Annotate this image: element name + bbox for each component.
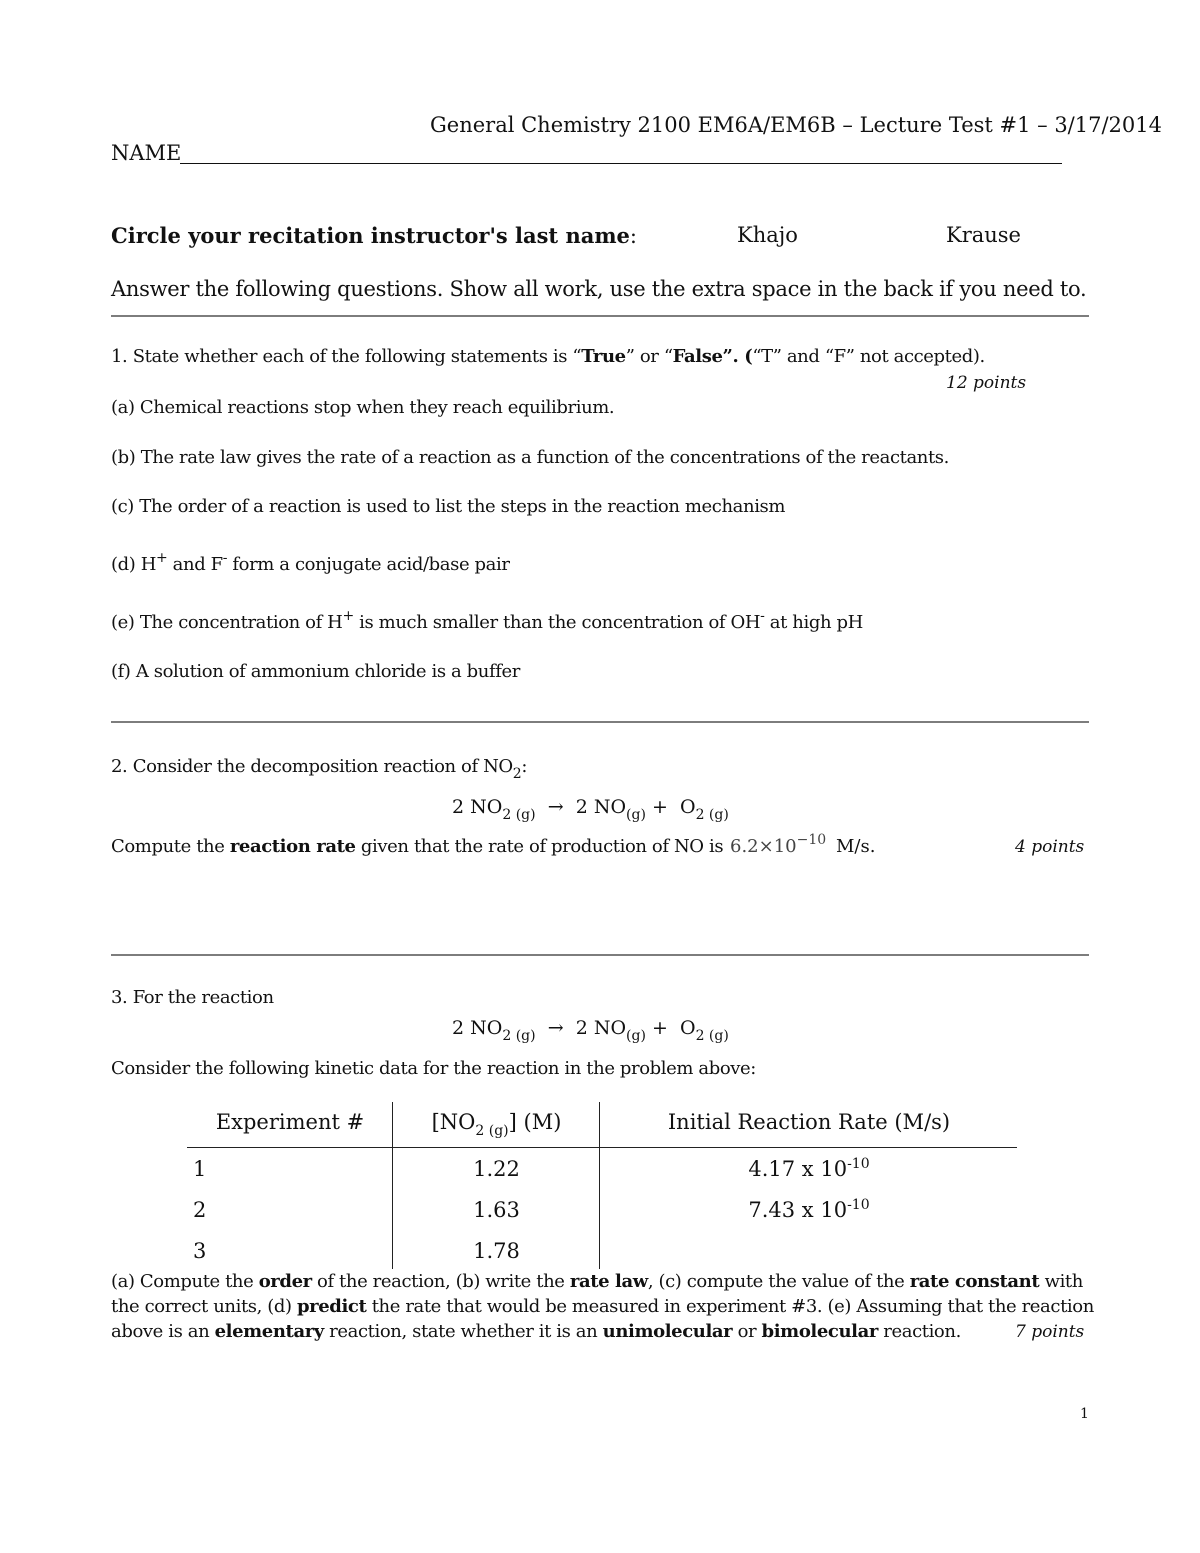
q3-reaction-equation: 2 $NO_{2 (g)} \to 2$ $NO_{(g)} + O_{2 (g)}$ (452, 1017, 729, 1044)
q1-stem: 1. State whether each of the following statements is “True” or “False”. (“T” and “F” not accepted). (111, 346, 985, 367)
section-divider (111, 954, 1089, 956)
table-cell-exp: 3 (193, 1239, 207, 1263)
table-cell-exp: 2 (193, 1198, 207, 1222)
table-cell-conc: 1.63 (473, 1198, 520, 1222)
q1-item-a: (a) Chemical reactions stop when they reach equilibrium. (111, 397, 615, 418)
q3-tasks-line-3: above is an elementary reaction, state whether it is an unimolecular or bimolecular reaction. (111, 1321, 961, 1342)
table-divider (599, 1102, 600, 1269)
q3-stem: 3. For the reaction (111, 987, 274, 1008)
page-number: 1 (1080, 1406, 1089, 1422)
q1-item-b: (b) The rate law gives the rate of a reaction as a function of the concentrations of the reactants. (111, 447, 949, 468)
table-cell-rate: 7.43 x $10^{-10}$ (748, 1197, 870, 1222)
q2-reaction-equation: 2 $NO_{2 (g)} \to 2$ $NO_{(g)} + O_{2 (g)}$ (452, 796, 729, 823)
table-cell-exp: 1 (193, 1157, 207, 1181)
name-blank-line[interactable] (180, 163, 1062, 164)
test-title: General Chemistry 2100 EM6A/EM6B – Lecture Test #1 – 3/17/2014 (430, 113, 1162, 137)
q3-points: 7 points (1015, 1322, 1085, 1342)
name-label: NAME (111, 141, 182, 165)
q2-rate-value: $6.2\times 10^{-10}$ (730, 832, 827, 857)
instructor-option-khajo[interactable]: Khajo (737, 223, 798, 247)
header-experiment: Experiment # (215, 1110, 365, 1134)
q1-points: 12 points (946, 373, 1027, 393)
header-concentration: $[NO_{2 (g)}]$ (M) (431, 1110, 562, 1139)
q1-item-e: (e) The concentration of H+ is much smaller than the concentration of OH- at high pH (111, 608, 863, 633)
q2-compute-text: Compute the reaction rate given that the rate of production of NO is (111, 836, 724, 857)
q1-item-d: (d) H+ and F- form a conjugate acid/base pair (111, 550, 510, 575)
table-cell-conc: 1.22 (473, 1157, 520, 1181)
instructor-prompt: Circle your recitation instructor's last name: (111, 223, 637, 248)
q2-stem: 2. Consider the decomposition reaction of $NO_2$: (111, 756, 527, 782)
table-header-rule (187, 1147, 1017, 1148)
q3-consider-text: Consider the following kinetic data for the reaction in the problem above: (111, 1058, 756, 1079)
q1-item-c: (c) The order of a reaction is used to list the steps in the reaction mechanism (111, 496, 786, 517)
q2-points: 4 points (1015, 837, 1085, 857)
q3-tasks-line-2: the correct units, (d) predict the rate that would be measured in experiment #3. (e) Assuming that the reaction (111, 1296, 1094, 1317)
table-divider (392, 1102, 393, 1269)
header-rate: Initial Reaction Rate (M/s) (667, 1110, 951, 1134)
table-cell-rate: 4.17 x $10^{-10}$ (748, 1156, 870, 1181)
q3-tasks-line-1: (a) Compute the order of the reaction, (b) write the rate law, (c) compute the value of the rate constant with (111, 1271, 1083, 1292)
q1-item-f: (f) A solution of ammonium chloride is a buffer (111, 661, 520, 682)
instructions-text: Answer the following questions. Show all work, use the extra space in the back if you need to. (111, 277, 1087, 301)
section-divider (111, 721, 1089, 723)
instructor-option-krause[interactable]: Krause (946, 223, 1021, 247)
q2-units: M/s. (836, 836, 876, 857)
section-divider (111, 315, 1089, 317)
table-cell-conc: 1.78 (473, 1239, 520, 1263)
